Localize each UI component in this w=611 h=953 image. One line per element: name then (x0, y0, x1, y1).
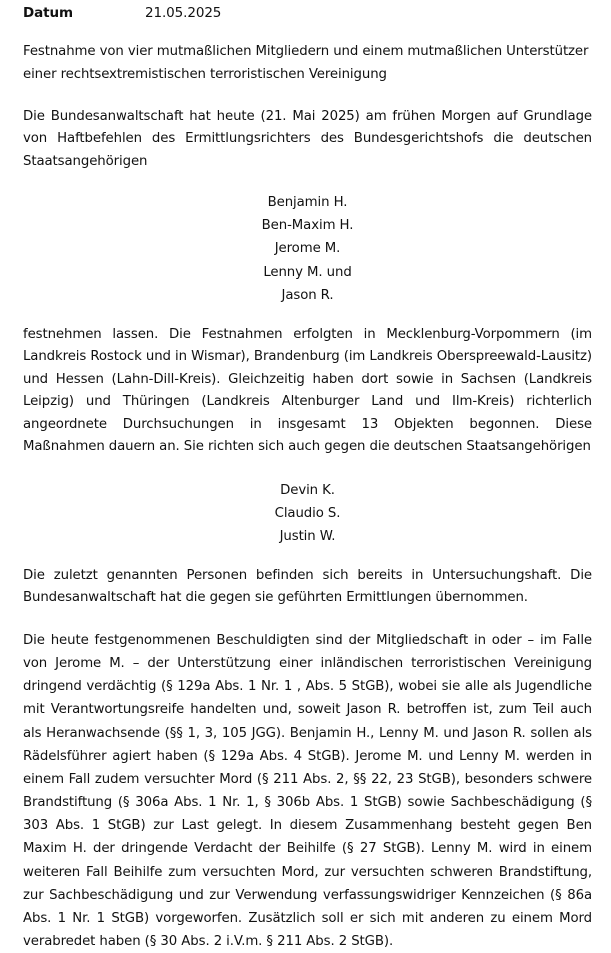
date-value: 21.05.2025 (145, 5, 222, 21)
arrested-name: Lenny M. und (263, 264, 352, 280)
search-paragraph: festnehmen lassen. Die Festnahmen erfolgten in Mecklenburg-Vorpommern (im Landkreis Rostock und in Wismar), Brandenburg (im Landkreis Oberspreewald-Lausitz) und Hessen (Lahn-Dill-Kreis). Gleichzeitig haben dort sowie in Sachsen (Landkreis Leipzig) und Thüringen (Landkreis Altenburger Land und Ilm-Kreis) richterlich angeordnete Durchsuchungen in insgesamt 13 Objekten begonnen. Diese Maßnahmen dauern an. Sie richten sich auch gegen die deutschen Staatsangehörigen (23, 327, 592, 455)
date-row (23, 4, 221, 22)
detained-name: Justin W. (279, 529, 336, 545)
intro-paragraph: Die Bundesanwaltschaft hat heute (21. Mai 2025) am frühen Morgen auf Grundlage von Haftbefehlen des Ermittlungsrichters des Bundesgerichtshofs die deutschen Staatsangehörigen (23, 109, 592, 169)
custody-paragraph: Die zuletzt genannten Personen befinden sich bereits in Untersuchungshaft. Die Bundesanwaltschaft hat die gegen sie geführten Ermittlungen übernommen. (23, 568, 592, 606)
charges-paragraph: Die heute festgenommenen Beschuldigten sind der Mitgliedschaft in oder – im Falle von Jerome M. – der Unterstützung einer inländischen terroristischen Vereinigung dringend verdächtig (§ 129a Abs. 1 Nr. 1 , Abs. 5 StGB), wobei sie alle als Jugendliche mit Verantwortungsreife handelten und, soweit Jason R. betroffen ist, zum Teil auch als Heranwachsende (§§ 1, 3, 105 JGG). Benjamin H., Lenny M. und Jason R. sollen als Rädelsführer agiert haben (§ 129a Abs. 4 StGB). Jerome M. und Lenny M. werden in einem Fall zudem versuchter Mord (§ 211 Abs. 2, §§ 22, 23 StGB), besonders schwere Brandstiftung (§ 306a Abs. 1 Nr. 1, § 306b Abs. 1 StGB) sowie Sachbeschädigung (§ 303 Abs. 1 StGB) zur Last gelegt. In diesem Zusammenhang besteht gegen Ben Maxim H. der dringende Verdacht der Beihilfe (§ 27 StGB). Lenny M. wird in einem weiteren Fall Beihilfe zum versuchten Mord, zur versuchten schweren Brandstiftung, zur Sachbeschädigung und zur Verwendung verfassungswidriger Kennzeichen (§ 86a Abs. 1 Nr. 1 StGB) vorgeworfen. Zusätzlich soll er sich mit anderen zu einem Mord verabredet haben (§ 30 Abs. 2 i.V.m. § 211 Abs. 2 StGB). (23, 633, 592, 950)
arrested-name: Jerome M. (274, 241, 341, 257)
detained-name: Claudio S. (274, 506, 341, 522)
detained-names-list (23, 479, 592, 549)
arrested-name: Ben-Maxim H. (261, 218, 354, 234)
press-release-subject: Festnahme von vier mutmaßlichen Mitgliedern und einem mutmaßlichen Unterstützer einer rechtsextremistischen terroristischen Vereinigung (23, 44, 589, 82)
detained-name: Devin K. (280, 483, 335, 498)
arrested-name: Jason R. (281, 287, 334, 303)
arrested-name: Benjamin H. (267, 195, 348, 210)
date-label: Datum (23, 5, 73, 21)
arrested-names-list (23, 191, 592, 307)
